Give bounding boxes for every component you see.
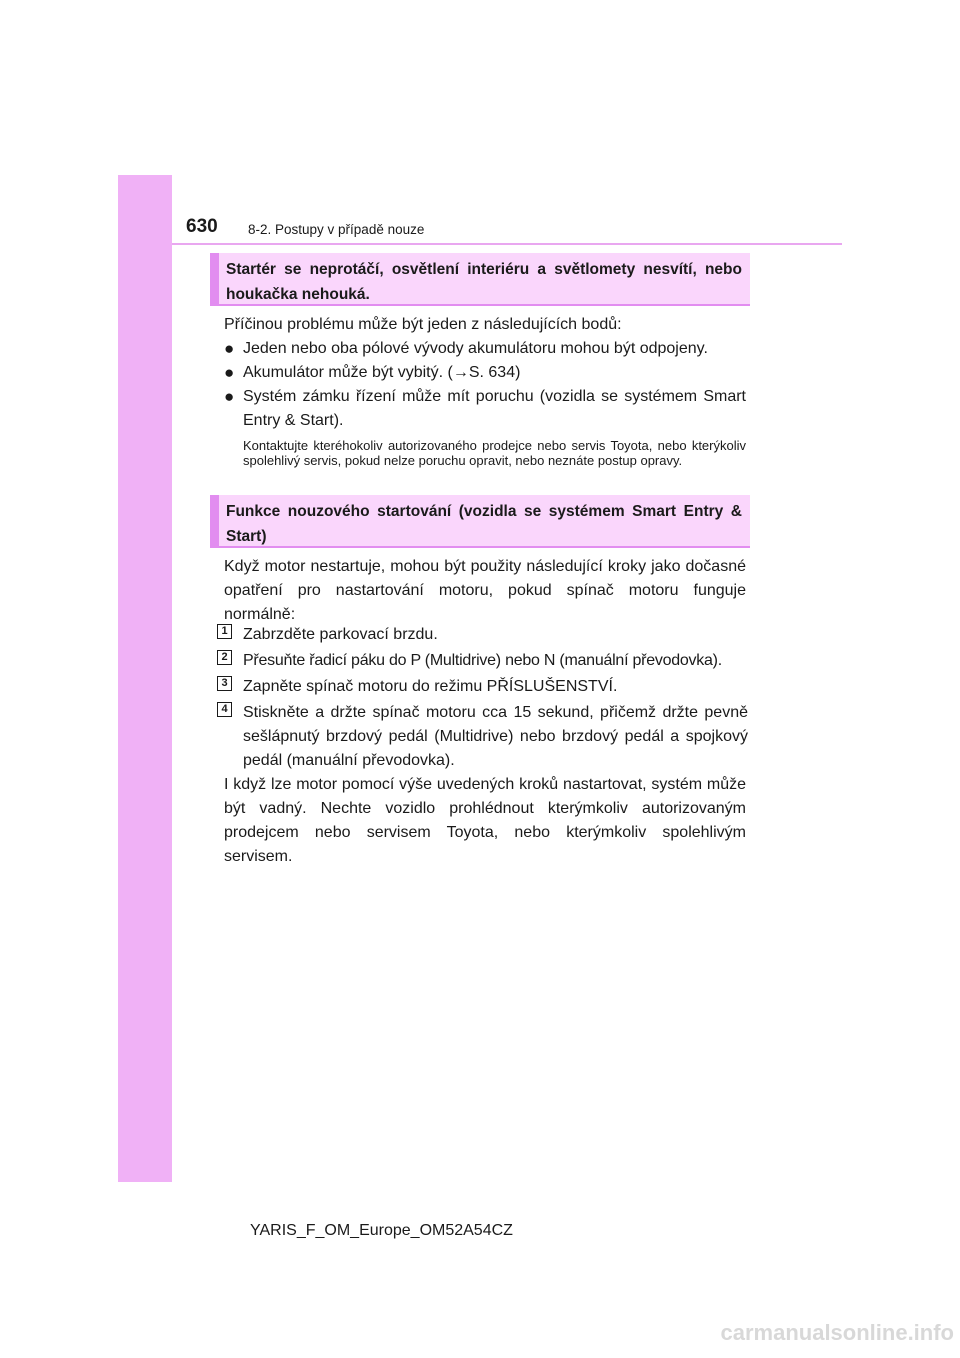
header-rule xyxy=(172,243,842,245)
bullet-dot-icon: ● xyxy=(224,339,235,358)
heading-box-starter: Startér se neprotáčí, osvětlení interiéru a světlomety nesvítí, nebo houkačka nehouká. xyxy=(210,253,750,306)
heading-box-emergency-start: Funkce nouzového startování (vozidla se systémem Smart Entry & Start) xyxy=(210,495,750,548)
section-title: 8-2. Postupy v případě nouze xyxy=(248,222,425,237)
closing-paragraph: I když lze motor pomocí výše uvedených kroků nastartovat, systém může být vadný. Nechte vozidlo prohlédnout kterýmkoliv autorizovaným prodejcem nebo servisem Toyota, nebo kterýmkoliv spolehlivým servisem. xyxy=(224,776,746,865)
section1-intro: Příčinou problému může být jeden z následujících bodů: xyxy=(224,316,622,333)
watermark: carmanualsonline.info xyxy=(720,1320,954,1345)
section2-intro: Když motor nestartuje, mohou být použity následující kroky jako dočasné opatření pro nastartování motoru, pokud spínač motoru funguje normálně: xyxy=(224,558,746,623)
step-number-badge: 2 xyxy=(217,650,232,665)
step-text: Zabrzděte parkovací brzdu. xyxy=(243,626,438,643)
bullet-item xyxy=(224,385,746,433)
bullet-text: Jeden nebo oba pólové vývody akumulátoru mohou být odpojeny. xyxy=(243,340,708,357)
bullet-text: Systém zámku řízení může mít poruchu (vozidla se systémem Smart Entry & Start). xyxy=(243,388,746,429)
step-text: Přesuňte řadicí páku do P (Multidrive) nebo N (manuální převodovka). xyxy=(243,652,722,669)
step-text: Zapněte spínač motoru do režimu PŘÍSLUŠENSTVÍ. xyxy=(243,678,618,695)
bullet-item xyxy=(224,337,746,361)
step-text: Stiskněte a držte spínač motoru cca 15 sekund, přičemž držte pevně sešlápnutý brzdový pedál (Multidrive) nebo brzdový pedál a spojkový pedál (manuální převodovka). xyxy=(243,704,748,769)
chapter-sidebar-tab xyxy=(118,175,172,1182)
page-number: 630 xyxy=(186,216,218,237)
step-number-badge: 3 xyxy=(217,676,232,691)
bullet-text: Akumulátor může být vybitý. (→S. 634) xyxy=(243,364,521,381)
bullet-dot-icon: ● xyxy=(224,363,235,382)
document-code: YARIS_F_OM_Europe_OM52A54CZ xyxy=(250,1222,513,1239)
step-number-badge: 4 xyxy=(217,702,232,717)
bullet-item xyxy=(224,361,746,385)
note-text: Kontaktujte kteréhokoliv autorizovaného prodejce nebo servis Toyota, nebo kterýkoliv spolehlivý servis, pokud nelze poruchu opravit, nebo neznáte postup opravy. xyxy=(243,438,746,468)
step-number-badge: 1 xyxy=(217,624,232,639)
bullet-dot-icon: ● xyxy=(224,387,235,406)
